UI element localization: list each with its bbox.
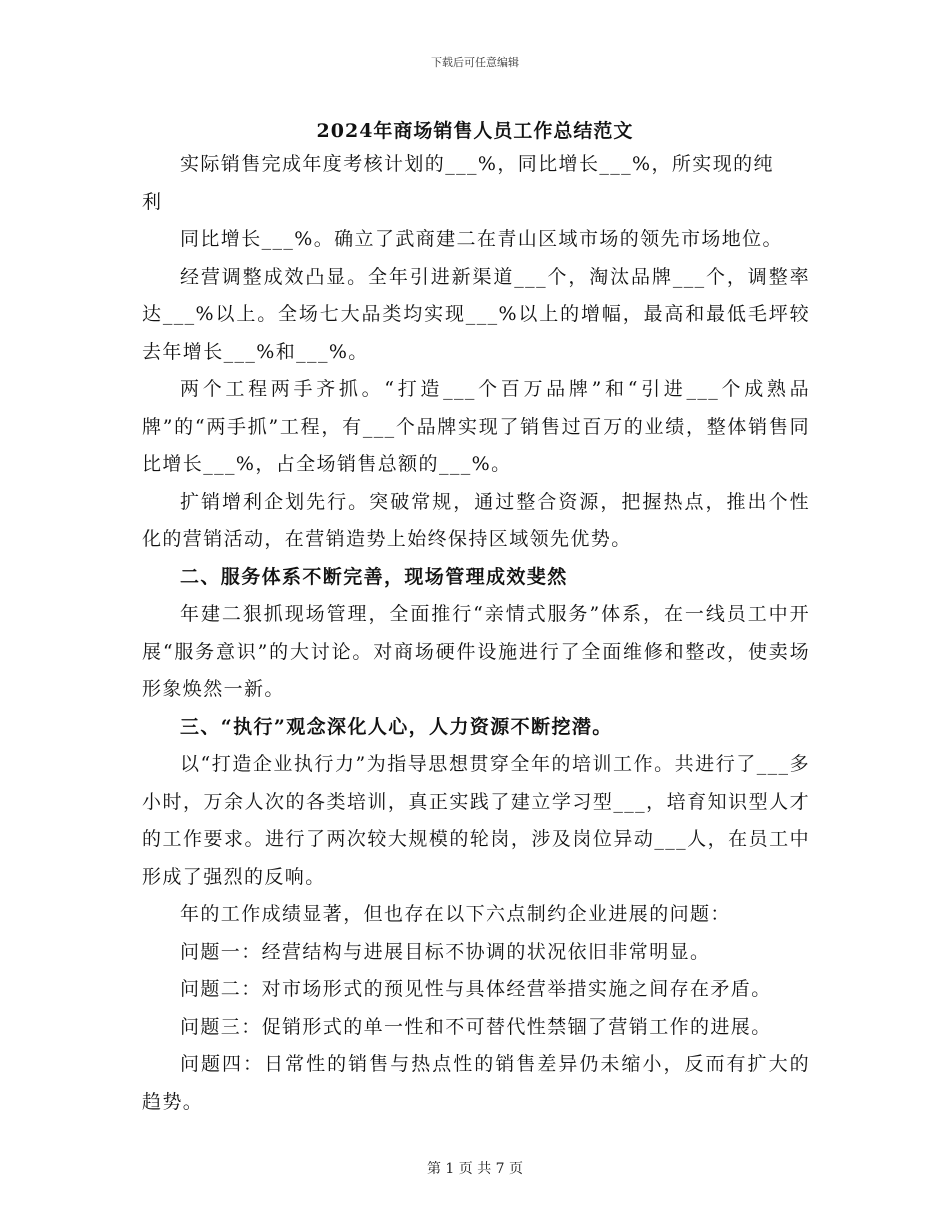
paragraph: 年的工作成绩显著，但也存在以下六点制约企业进展的问题： (180, 903, 731, 925)
paragraph: 实际销售完成年度考核计划的___%，同比增长___%，所实现的纯 (180, 153, 774, 175)
document-title: 2024年商场销售人员工作总结范文 (316, 120, 634, 142)
problem-item: 问题四：日常性的销售与热点性的销售差异仍未缩小，反而有扩大的趋势。 (142, 1053, 810, 1113)
paragraph: 以“打造企业执行力”为指导思想贯穿全年的培训工作。共进行了___多小时，万余人次的各类培训，真正实践了建立学习型___，培育知识型人才的工作要求。进行了两次较大规模的轮岗，涉及岗位异动___人，在员工中形成了强烈的反响。 (142, 753, 810, 888)
page-number-footer: 第 1 页 共 7 页 (426, 1161, 524, 1177)
paragraph: 经营调整成效凸显。全年引进新渠道___个，淘汰品牌___个，调整率达___%以上。全场七大品类均实现___%以上的增幅，最高和最低毛坪较去年增长___%和___%。 (142, 265, 810, 363)
problem-item: 问题一：经营结构与进展目标不协调的状况依旧非常明显。 (180, 940, 711, 963)
paragraph: 利 (142, 190, 163, 213)
section-heading: 二、服务体系不断完善，现场管理成效斐然 (180, 565, 568, 588)
problem-item: 问题三：促销形式的单一性和不可替代性禁锢了营销工作的进展。 (180, 1015, 772, 1038)
page-header-note: 下载后可任意编辑 (431, 56, 519, 69)
paragraph: 两个工程两手齐抓。“打造___个百万品牌”和“引进___个成熟品牌”的“两手抓”工程，有___个品牌实现了销售过百万的业绩，整体销售同比增长___%，占全场销售总额的___%。 (142, 378, 810, 475)
paragraph: 扩销增利企划先行。突破常规，通过整合资源，把握热点，推出个性化的营销活动，在营销造势上始终保持区域领先优势。 (142, 490, 810, 550)
paragraph: 年建二狠抓现场管理，全面推行“亲情式服务”体系，在一线员工中开展“服务意识”的大讨论。对商场硬件设施进行了全面维修和整改，使卖场形象焕然一新。 (142, 603, 810, 700)
paragraph: 同比增长___%。确立了武商建二在青山区域市场的领先市场地位。 (180, 228, 783, 250)
section-heading: 三、“执行”观念深化人心，人力资源不断挖潜。 (180, 715, 613, 738)
problem-item: 问题二：对市场形式的预见性与具体经营举措实施之间存在矛盾。 (180, 978, 772, 1000)
document-body (142, 146, 810, 1121)
